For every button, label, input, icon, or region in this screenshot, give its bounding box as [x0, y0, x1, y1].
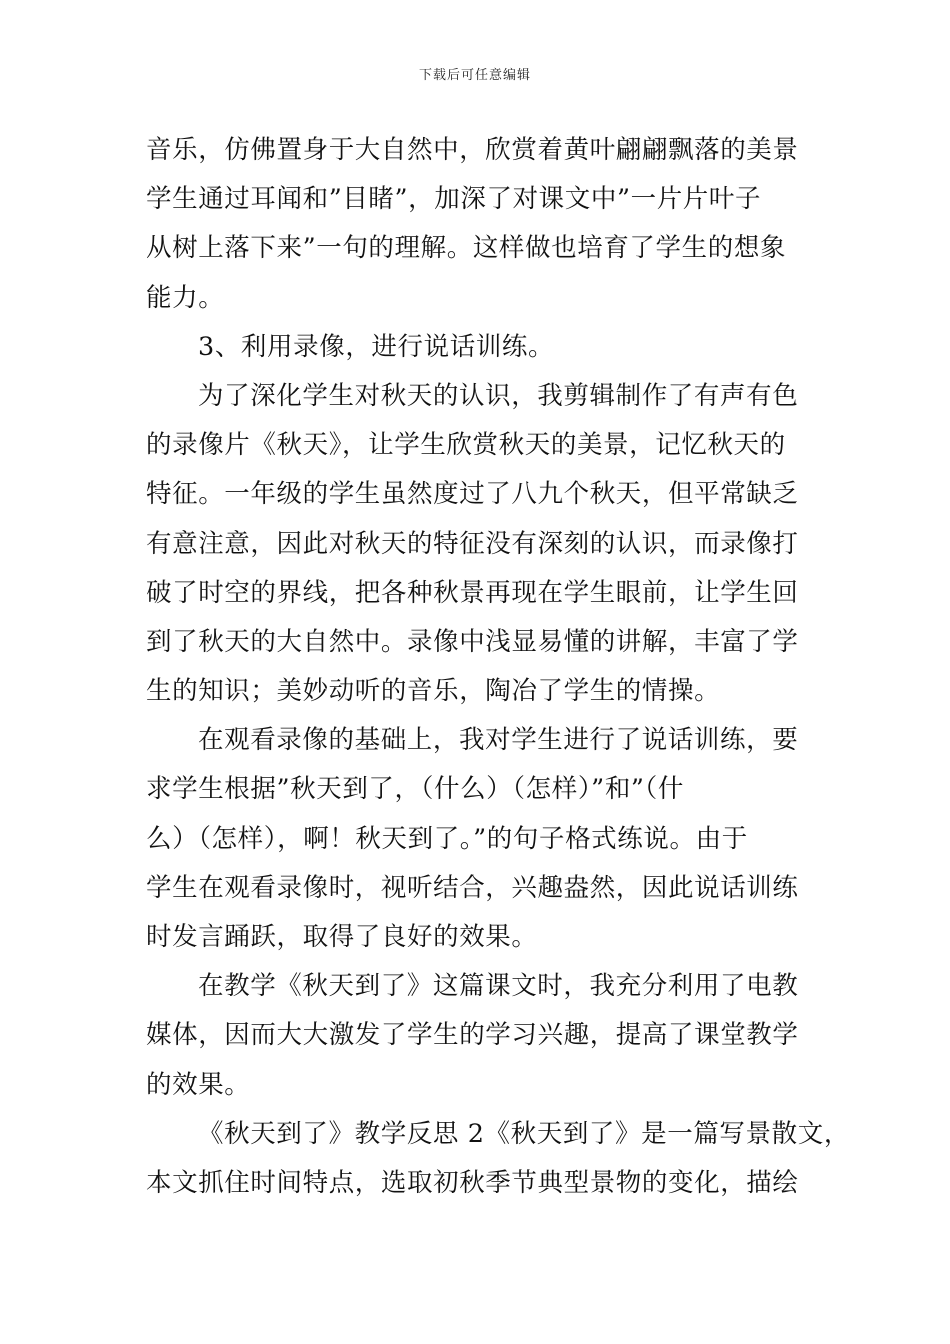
text-line: 的录像片《秋天》，让学生欣赏秋天的美景，记忆秋天的: [146, 430, 786, 461]
text-line: 破了时空的界线，把各种秋景再现在学生眼前，让学生回: [146, 577, 799, 608]
text-line: 3、利用录像，进行说话训练。: [198, 331, 555, 362]
document-body: [146, 126, 850, 1208]
text-line: 学生在观看录像时，视听结合，兴趣盎然，因此说话训练: [146, 872, 799, 903]
text-line: 有意注意，因此对秋天的特征没有深刻的认识，而录像打: [146, 528, 799, 559]
page-header: 下载后可任意编辑: [418, 68, 531, 83]
text-line: 能力。: [146, 282, 225, 313]
text-line: 生的知识；美妙动听的音乐，陶冶了学生的情操。: [146, 676, 721, 707]
text-line: 为了深化学生对秋天的认识，我剪辑制作了有声有色: [198, 380, 799, 411]
text-line: 学生通过耳闻和”目睹”，加深了对课文中”一片片叶子: [146, 184, 762, 215]
text-line: 到了秋天的大自然中。录像中浅显易懂的讲解，丰富了学: [146, 626, 799, 657]
text-line: 么）（怎样），啊！秋天到了。”的句子格式练说。由于: [146, 823, 748, 854]
text-line: 从树上落下来”一句的理解。这样做也培育了学生的想象: [146, 233, 787, 264]
text-line: 特征。一年级的学生虽然度过了八九个秋天，但平常缺乏: [146, 479, 799, 510]
text-line: 的效果。: [146, 1069, 251, 1100]
text-line: 《秋天到了》教学反思 2《秋天到了》是一篇写景散文，: [198, 1118, 850, 1149]
text-line: 本文抓住时间特点，选取初秋季节典型景物的变化，描绘: [146, 1167, 799, 1198]
text-line: 时发言踊跃，取得了良好的效果。: [146, 922, 538, 952]
text-line: 音乐，仿佛置身于大自然中，欣赏着黄叶翩翩飘落的美景: [146, 135, 799, 165]
text-line: 在教学《秋天到了》这篇课文时，我充分利用了电教: [198, 971, 799, 1002]
text-line: 媒体，因而大大激发了学生的学习兴趣，提高了课堂教学: [146, 1020, 799, 1051]
text-line: 在观看录像的基础上，我对学生进行了说话训练，要: [198, 725, 799, 756]
text-line: 求学生根据”秋天到了，（什么）（怎样）”和”（什: [146, 774, 685, 805]
